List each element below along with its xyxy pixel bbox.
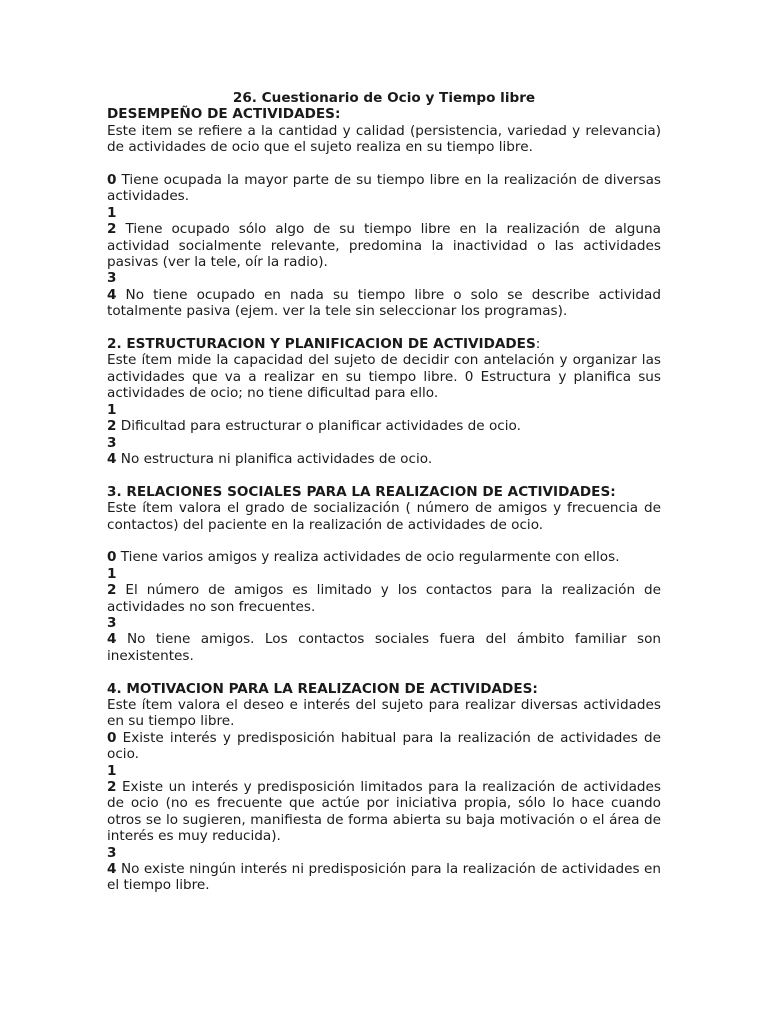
- score-number: 1: [107, 762, 117, 779]
- score-text: No estructura ni planifica actividades de ocio.: [120, 450, 433, 467]
- spacer: [107, 156, 661, 172]
- score-number: 4: [107, 861, 117, 878]
- score-item: [107, 451, 661, 467]
- score-item: [107, 845, 661, 861]
- section-heading: 4. MOTIVACION PARA LA REALIZACION DE ACTIVIDADES:: [107, 680, 538, 697]
- score-item: [107, 205, 661, 221]
- score-number: 3: [107, 434, 117, 451]
- score-number: 2: [107, 221, 117, 238]
- spacer: [107, 533, 661, 549]
- score-number: 0: [107, 549, 117, 566]
- score-item: [107, 730, 661, 763]
- score-item: [107, 435, 661, 451]
- score-number: 1: [107, 401, 117, 418]
- score-text: No existe ningún interés ni predisposición para la realización de actividades en el tiempo libre.: [107, 861, 661, 894]
- score-number: 4: [107, 631, 117, 648]
- section-description: Este item se refiere a la cantidad y calidad (persistencia, variedad y relevancia) de actividades de ocio que el sujeto realiza en su tiempo libre.: [107, 122, 661, 156]
- section-heading: DESEMPEÑO DE ACTIVIDADES:: [107, 106, 341, 123]
- score-number: 2: [107, 582, 117, 599]
- score-text: Tiene ocupada la mayor parte de su tiempo libre en la realización de diversas actividades.: [107, 172, 662, 205]
- document-page: [107, 90, 661, 894]
- section-description: Este ítem valora el grado de socialización ( número de amigos y frecuencia de contactos) del paciente en la realización de actividades de ocio.: [107, 500, 661, 533]
- score-text: Tiene varios amigos y realiza actividades de ocio regularmente con ellos.: [120, 549, 620, 566]
- score-number: 0: [107, 172, 117, 189]
- document-title: 26. Cuestionario de Ocio y Tiempo libre: [232, 90, 536, 106]
- spacer: [107, 467, 661, 483]
- score-number: 4: [107, 286, 117, 303]
- score-text: Dificultad para estructurar o planificar actividades de ocio.: [120, 418, 521, 435]
- section-heading-suffix: :: [535, 336, 541, 353]
- score-item: [107, 270, 661, 286]
- score-item: [107, 861, 661, 894]
- section-heading: 3. RELACIONES SOCIALES PARA LA REALIZACION DE ACTIVIDADES:: [107, 483, 616, 500]
- score-text: Tiene ocupado sólo algo de su tiempo libre en la realización de alguna actividad socialmente relevante, predomina la inactividad o las actividades pasivas (ver la tele, oír la radio).: [107, 221, 661, 271]
- spacer: [107, 664, 661, 680]
- score-number: 0: [107, 729, 117, 746]
- score-number: 1: [107, 204, 117, 221]
- section-description: Este ítem mide la capacidad del sujeto de decidir con antelación y organizar las actividades que va a realizar en su tiempo libre. 0 Estructura y planifica sus actividades de ocio; no tiene dificultad para ello.: [107, 352, 661, 402]
- score-item: [107, 418, 661, 434]
- score-item: [107, 582, 661, 615]
- score-text: No tiene amigos. Los contactos sociales fuera del ámbito familiar son inexistentes.: [107, 631, 662, 664]
- score-item: [107, 615, 661, 631]
- score-item: [107, 566, 661, 582]
- score-number: 3: [107, 614, 117, 631]
- score-item: [107, 549, 661, 565]
- score-number: 3: [107, 844, 117, 861]
- score-number: 3: [107, 270, 117, 287]
- score-item: [107, 221, 661, 270]
- section-heading-line: [107, 336, 661, 352]
- score-text: No tiene ocupado en nada su tiempo libre o solo se describe actividad totalmente pasiva (ejem. ver la tele sin seleccionar los programas).: [107, 286, 661, 320]
- spacer: [107, 320, 661, 336]
- score-item: [107, 172, 661, 205]
- score-number: 2: [107, 778, 117, 795]
- score-text: Existe un interés y predisposición limitados para la realización de actividades de ocio (no es frecuente que actúe por iniciativa propia, sólo lo hace cuando otros se lo sugieren, manifiesta de forma abierta su baja motivación o el área de interés es muy reducida).: [107, 778, 661, 845]
- score-item: [107, 287, 661, 320]
- score-item: [107, 402, 661, 418]
- score-item: [107, 779, 661, 845]
- section-heading: 2. ESTRUCTURACION Y PLANIFICACION DE ACTIVIDADES: [107, 336, 536, 353]
- score-text: El número de amigos es limitado y los contactos para la realización de actividades no son frecuentes.: [107, 582, 661, 615]
- score-item: [107, 631, 661, 664]
- score-item: [107, 763, 661, 779]
- score-number: 1: [107, 565, 117, 582]
- score-number: 4: [107, 450, 117, 467]
- section-description: Este ítem valora el deseo e interés del sujeto para realizar diversas actividades en su tiempo libre.: [107, 696, 661, 730]
- score-number: 2: [107, 418, 117, 435]
- score-text: Existe interés y predisposición habitual para la realización de actividades de ocio.: [107, 729, 661, 763]
